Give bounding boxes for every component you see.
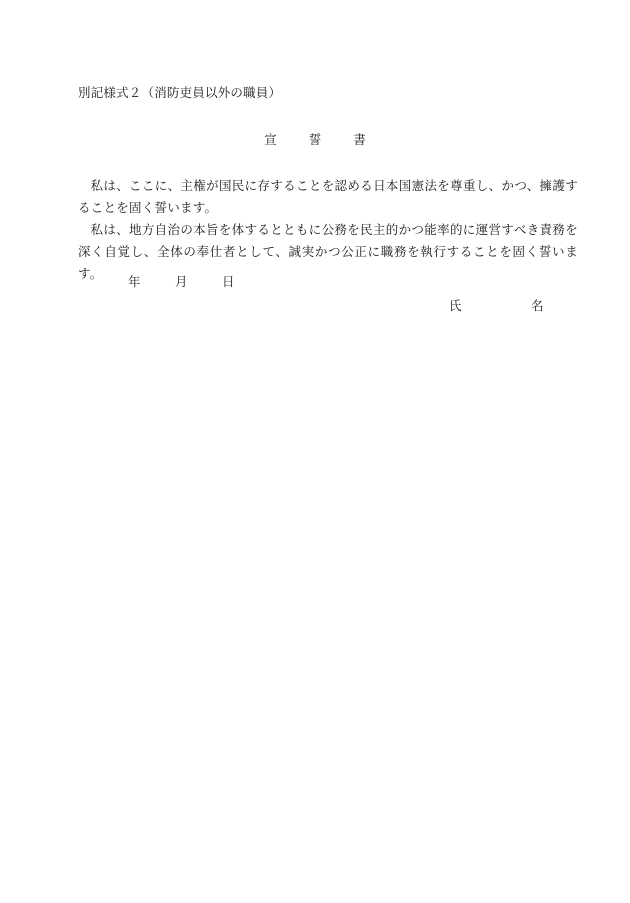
oath-paragraph-2: 私は、地方自治の本旨を体するとともに公務を民主的かつ能率的に運営すべき責務を深く自覚し、全体の奉仕者として、誠実かつ公正に職務を執行することを固く誓います。 — [78, 222, 578, 281]
date-year-label: 年 — [128, 274, 141, 289]
date-month-label: 月 — [175, 274, 188, 289]
signature-line — [0, 296, 630, 312]
date-day-label: 日 — [222, 274, 235, 289]
form-label: 別記様式２（消防吏員以外の職員） — [78, 85, 282, 100]
signature-given-name-label: 名 — [531, 298, 544, 313]
date-line — [0, 272, 630, 288]
document-title: 宣 誓 書 — [264, 132, 380, 147]
oath-paragraph-1: 私は、ここに、主権が国民に存することを認める日本国憲法を尊重し、かつ、擁護することを固く誓います。 — [78, 178, 578, 215]
signature-surname-label: 氏 — [449, 298, 462, 313]
